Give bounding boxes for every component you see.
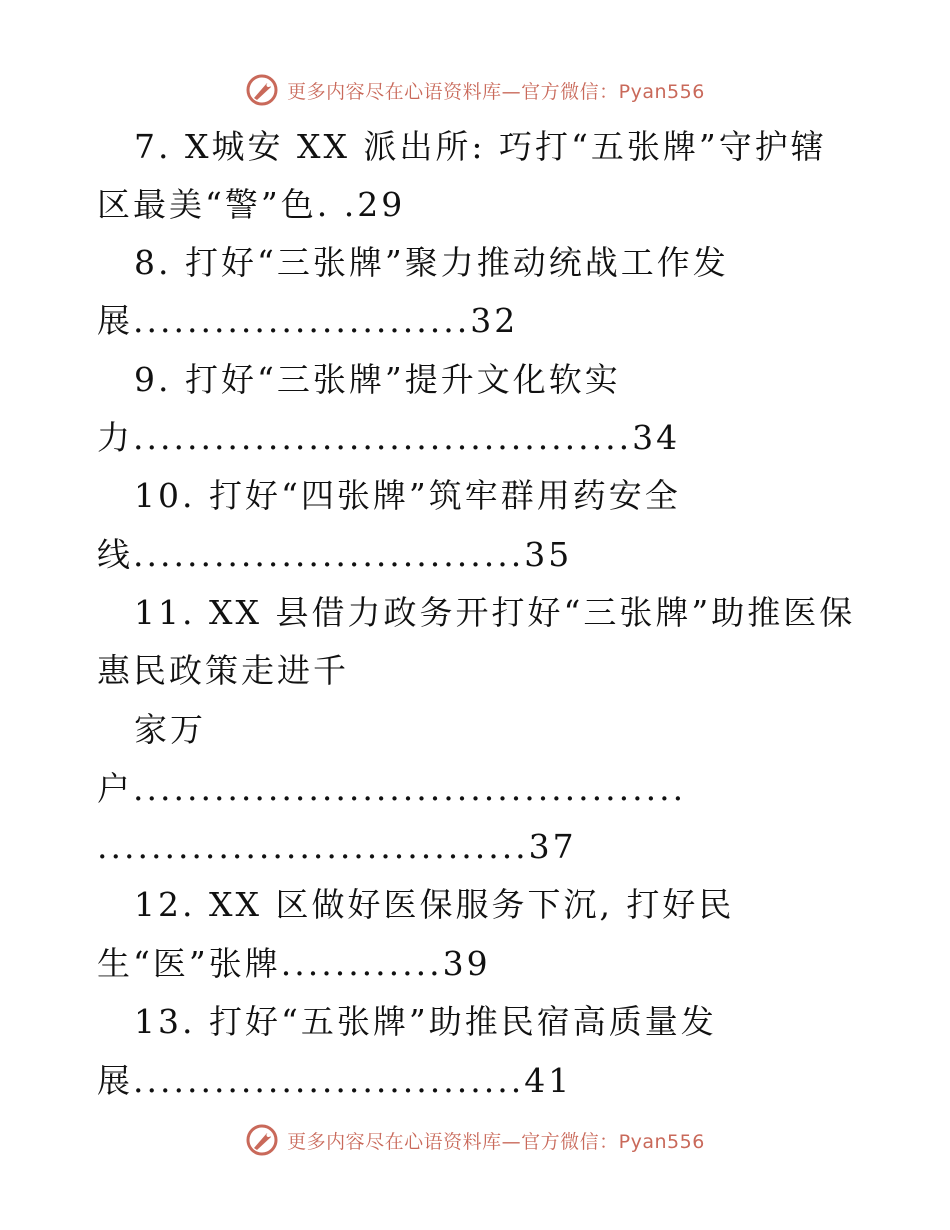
toc-entry-13-line-2[interactable]: 展.............................41	[97, 1061, 573, 1100]
pen-nib-circle-icon	[245, 1123, 279, 1157]
toc-entry-9-line-2[interactable]: 力.....................................34	[97, 418, 681, 457]
toc-entry-10-line-1[interactable]: 10. 打好“四张牌”筑牢群用药安全	[134, 476, 681, 515]
toc-entry-13-line-1[interactable]: 13. 打好“五张牌”助推民宿高质量发	[134, 1002, 717, 1041]
toc-entry-11-line-3[interactable]: 家万	[134, 710, 206, 749]
toc-entry-11-line-2[interactable]: 惠民政策走进千	[97, 651, 349, 690]
toc-entry-9-line-1[interactable]: 9. 打好“三张牌”提升文化软实	[134, 360, 621, 399]
toc-entry-12-line-1[interactable]: 12. XX 区做好医保服务下沉, 打好民	[134, 885, 735, 924]
toc-entry-11-line-4[interactable]: 户.........................................	[97, 769, 687, 808]
toc-entry-12-line-2[interactable]: 生“医”张牌............39	[97, 944, 491, 983]
toc-entry-8-line-1[interactable]: 8. 打好“三张牌”聚力推动统战工作发	[134, 243, 729, 282]
toc-entry-7-line-1[interactable]: 7. X城安 XX 派出所: 巧打“五张牌”守护辖	[134, 127, 827, 166]
watermark-banner-bottom	[0, 1120, 950, 1160]
watermark-text: 更多内容尽在心语资料库—官方微信：Pyan556	[287, 1130, 705, 1153]
toc-entry-8-line-2[interactable]: 展.........................32	[97, 301, 519, 340]
toc-entry-10-line-2[interactable]: 线.............................35	[97, 535, 573, 574]
pen-nib-circle-icon	[245, 73, 279, 107]
toc-entry-11-line-5[interactable]: ................................37	[97, 827, 577, 866]
toc-entry-7-line-2[interactable]: 区最美“警”色. .29	[97, 185, 406, 224]
toc-entry-11-line-1[interactable]: 11. XX 县借力政务开打好“三张牌”助推医保	[134, 593, 856, 632]
watermark-banner-top	[0, 70, 950, 110]
watermark-text: 更多内容尽在心语资料库—官方微信：Pyan556	[287, 80, 705, 103]
